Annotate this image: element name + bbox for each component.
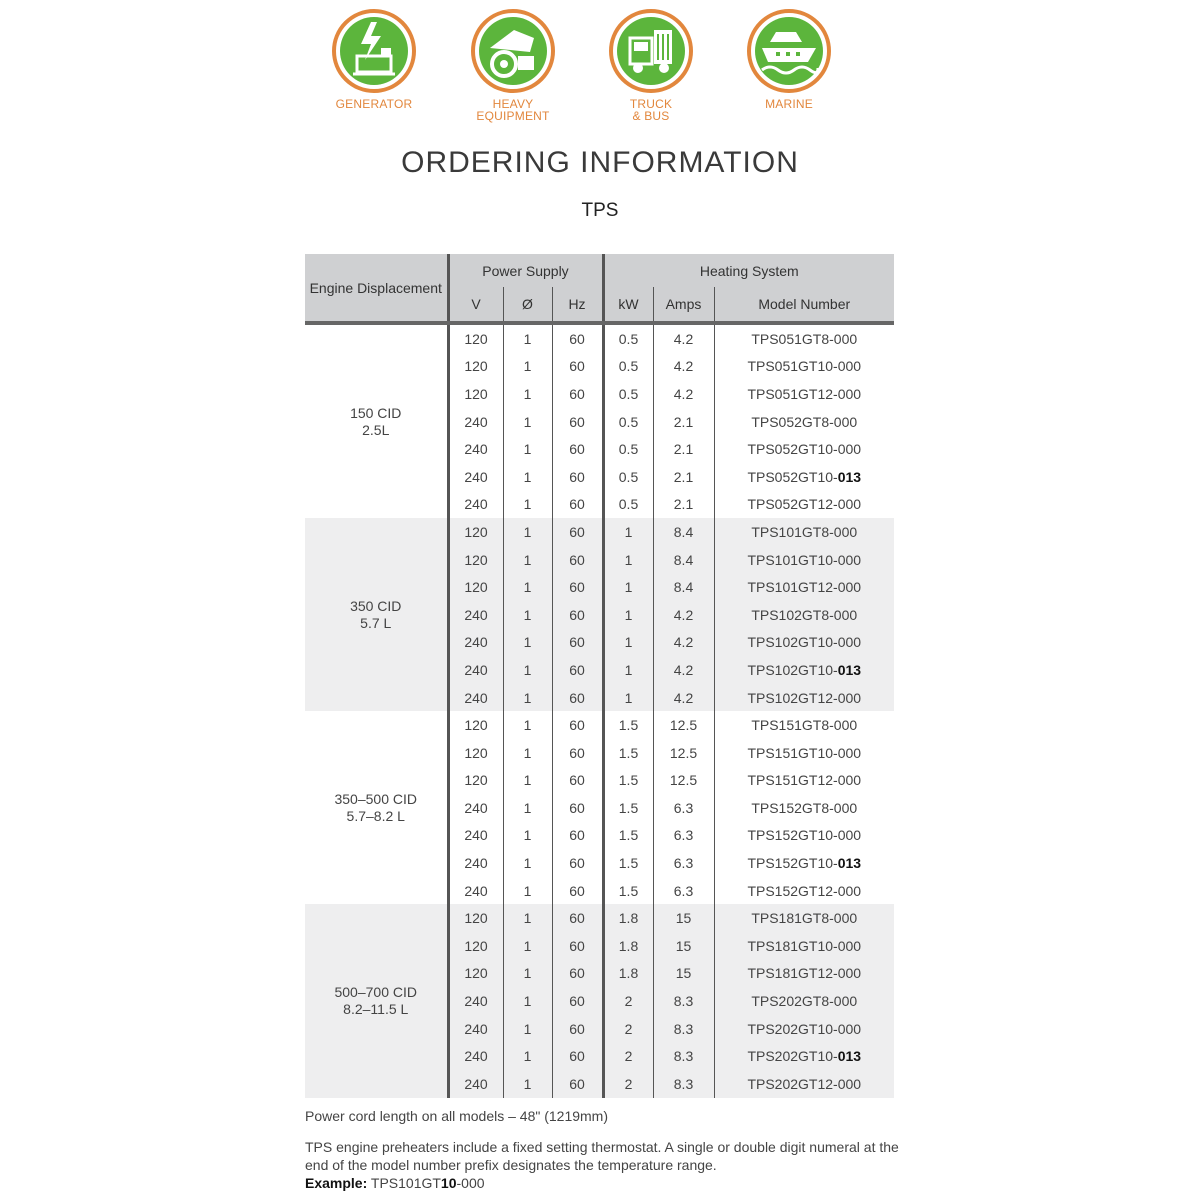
model-number-cell: TPS051GT8-000 <box>714 323 894 353</box>
model-number-cell: TPS102GT10-000 <box>714 629 894 657</box>
model-number-cell: TPS202GT12-000 <box>714 1070 894 1098</box>
phase-cell: 1 <box>503 353 552 381</box>
hertz-cell: 60 <box>552 794 603 822</box>
voltage-cell: 240 <box>448 794 503 822</box>
page-title: ORDERING INFORMATION <box>401 146 799 179</box>
voltage-cell: 240 <box>448 987 503 1015</box>
hertz-cell: 60 <box>552 987 603 1015</box>
amps-cell: 15 <box>653 904 714 932</box>
kilowatt-cell: 0.5 <box>603 435 653 463</box>
hertz-cell: 60 <box>552 739 603 767</box>
kilowatt-cell: 0.5 <box>603 380 653 408</box>
model-number-cell: TPS202GT10-013 <box>714 1042 894 1070</box>
voltage-cell: 240 <box>448 877 503 905</box>
voltage-cell: 240 <box>448 463 503 491</box>
table-row <box>305 711 894 739</box>
phase-cell: 1 <box>503 684 552 712</box>
voltage-cell: 240 <box>448 601 503 629</box>
hertz-cell: 60 <box>552 601 603 629</box>
phase-cell: 1 <box>503 739 552 767</box>
example-model: TPS101GT10-000 <box>370 1175 485 1191</box>
amps-cell: 4.2 <box>653 323 714 353</box>
voltage-cell: 240 <box>448 408 503 436</box>
kilowatt-cell: 1.8 <box>603 960 653 988</box>
voltage-cell: 240 <box>448 1070 503 1098</box>
phase-cell: 1 <box>503 573 552 601</box>
phase-cell: 1 <box>503 435 552 463</box>
model-number-cell: TPS052GT8-000 <box>714 408 894 436</box>
truck-bus-icon <box>608 8 694 94</box>
voltage-cell: 120 <box>448 323 503 353</box>
hertz-cell: 60 <box>552 408 603 436</box>
voltage-cell: 240 <box>448 656 503 684</box>
amps-cell: 4.2 <box>653 601 714 629</box>
truck-bus-badge <box>576 8 726 122</box>
amps-cell: 4.2 <box>653 380 714 408</box>
hertz-cell: 60 <box>552 877 603 905</box>
phase-cell: 1 <box>503 408 552 436</box>
kilowatt-cell: 1 <box>603 684 653 712</box>
voltage-cell: 120 <box>448 904 503 932</box>
heavy-equipment-icon <box>470 8 556 94</box>
amps-cell: 2.1 <box>653 408 714 436</box>
voltage-cell: 240 <box>448 849 503 877</box>
model-number-cell: TPS052GT10-000 <box>714 435 894 463</box>
kilowatt-cell: 2 <box>603 1070 653 1098</box>
voltage-cell: 120 <box>448 573 503 601</box>
model-number-cell: TPS151GT10-000 <box>714 739 894 767</box>
model-number-cell: TPS052GT12-000 <box>714 491 894 519</box>
generator-badge <box>299 8 449 110</box>
thermostat-note-text: TPS engine preheaters include a fixed setting thermostat. A single or double digit numeral at the end of the model number prefix designates the temperature range. <box>305 1139 899 1173</box>
model-number-cell: TPS102GT8-000 <box>714 601 894 629</box>
kilowatt-cell: 0.5 <box>603 491 653 519</box>
engine-displacement-header: Engine Displacement <box>305 254 448 323</box>
generator-icon <box>331 8 417 94</box>
model-number-cell: TPS152GT8-000 <box>714 794 894 822</box>
marine-badge <box>714 8 864 110</box>
kilowatt-cell: 1.5 <box>603 711 653 739</box>
kilowatt-cell: 1.5 <box>603 877 653 905</box>
model-number-cell: TPS181GT12-000 <box>714 960 894 988</box>
model-number-header: Model Number <box>714 287 894 323</box>
amps-cell: 6.3 <box>653 849 714 877</box>
kilowatt-cell: 2 <box>603 987 653 1015</box>
kilowatt-cell: 1.5 <box>603 822 653 850</box>
hertz-cell: 60 <box>552 518 603 546</box>
phase-cell: 1 <box>503 767 552 795</box>
phase-cell: 1 <box>503 711 552 739</box>
table-row <box>305 518 894 546</box>
kilowatt-cell: 1.8 <box>603 932 653 960</box>
hertz-cell: 60 <box>552 932 603 960</box>
model-number-cell: TPS181GT8-000 <box>714 904 894 932</box>
table-row <box>305 323 894 353</box>
phase-cell: 1 <box>503 380 552 408</box>
voltage-cell: 240 <box>448 435 503 463</box>
heavy-equipment-badge <box>438 8 588 122</box>
kilowatt-cell: 1 <box>603 518 653 546</box>
kilowatt-cell: 0.5 <box>603 463 653 491</box>
model-number-cell: TPS152GT12-000 <box>714 877 894 905</box>
voltage-cell: 120 <box>448 739 503 767</box>
model-number-cell: TPS102GT10-013 <box>714 656 894 684</box>
truck-bus-label: TRUCK & BUS <box>629 97 673 123</box>
kilowatt-cell: 1.5 <box>603 739 653 767</box>
hertz-cell: 60 <box>552 656 603 684</box>
hertz-header: Hz <box>552 287 603 323</box>
model-number-cell: TPS202GT8-000 <box>714 987 894 1015</box>
voltage-cell: 240 <box>448 491 503 519</box>
amps-cell: 8.3 <box>653 1042 714 1070</box>
amps-cell: 6.3 <box>653 822 714 850</box>
phase-cell: 1 <box>503 518 552 546</box>
hertz-cell: 60 <box>552 435 603 463</box>
phase-cell: 1 <box>503 546 552 574</box>
hertz-cell: 60 <box>552 767 603 795</box>
amps-cell: 8.4 <box>653 518 714 546</box>
phase-cell: 1 <box>503 822 552 850</box>
hertz-cell: 60 <box>552 904 603 932</box>
thermostat-note <box>305 1138 905 1192</box>
kilowatt-cell: 2 <box>603 1042 653 1070</box>
displacement-group <box>305 711 894 904</box>
example-label: Example: <box>305 1175 368 1191</box>
hertz-cell: 60 <box>552 1042 603 1070</box>
amps-cell: 8.3 <box>653 987 714 1015</box>
model-number-cell: TPS101GT10-000 <box>714 546 894 574</box>
amps-cell: 4.2 <box>653 629 714 657</box>
kilowatt-cell: 0.5 <box>603 323 653 353</box>
hertz-cell: 60 <box>552 380 603 408</box>
phase-cell: 1 <box>503 849 552 877</box>
displacement-group <box>305 904 894 1097</box>
amps-cell: 2.1 <box>653 491 714 519</box>
phase-cell: 1 <box>503 960 552 988</box>
hertz-cell: 60 <box>552 684 603 712</box>
model-number-cell: TPS051GT12-000 <box>714 380 894 408</box>
displacement-cell: 500–700 CID 8.2–11.5 L <box>305 904 448 1097</box>
model-number-cell: TPS152GT10-013 <box>714 849 894 877</box>
kilowatt-cell: 1 <box>603 656 653 684</box>
phase-cell: 1 <box>503 1042 552 1070</box>
phase-cell: 1 <box>503 987 552 1015</box>
displacement-group <box>305 518 894 711</box>
kilowatt-cell: 1.5 <box>603 794 653 822</box>
marine-icon <box>746 8 832 94</box>
amps-cell: 6.3 <box>653 794 714 822</box>
voltage-cell: 120 <box>448 960 503 988</box>
voltage-cell: 120 <box>448 711 503 739</box>
hertz-cell: 60 <box>552 711 603 739</box>
amps-cell: 12.5 <box>653 711 714 739</box>
displacement-cell: 150 CID 2.5L <box>350 404 402 438</box>
amps-cell: 4.2 <box>653 353 714 381</box>
model-number-cell: TPS151GT12-000 <box>714 767 894 795</box>
phase-cell: 1 <box>503 323 552 353</box>
marine-label: MARINE <box>765 97 813 111</box>
phase-header: Ø <box>503 287 552 323</box>
voltage-cell: 240 <box>448 1015 503 1043</box>
model-number-cell: TPS052GT10-013 <box>714 463 894 491</box>
page-subtitle: TPS <box>581 200 619 221</box>
amps-cell: 4.2 <box>653 656 714 684</box>
kilowatt-cell: 0.5 <box>603 353 653 381</box>
hertz-cell: 60 <box>552 849 603 877</box>
hertz-cell: 60 <box>552 353 603 381</box>
heating-system-header: Heating System <box>603 254 894 287</box>
phase-cell: 1 <box>503 656 552 684</box>
kilowatt-cell: 0.5 <box>603 408 653 436</box>
phase-cell: 1 <box>503 463 552 491</box>
amps-cell: 2.1 <box>653 463 714 491</box>
hertz-cell: 60 <box>552 573 603 601</box>
voltage-cell: 120 <box>448 932 503 960</box>
generator-label: GENERATOR <box>335 97 413 111</box>
voltage-cell: 120 <box>448 353 503 381</box>
phase-cell: 1 <box>503 904 552 932</box>
hertz-cell: 60 <box>552 960 603 988</box>
hertz-cell: 60 <box>552 546 603 574</box>
phase-cell: 1 <box>503 1015 552 1043</box>
kilowatt-cell: 1 <box>603 573 653 601</box>
voltage-cell: 240 <box>448 629 503 657</box>
model-number-cell: TPS152GT10-000 <box>714 822 894 850</box>
table-header <box>305 254 894 323</box>
ordering-table <box>305 254 894 1098</box>
power-cord-note: Power cord length on all models – 48" (1219mm) <box>305 1108 609 1124</box>
amps-cell: 8.4 <box>653 546 714 574</box>
kilowatt-cell: 1 <box>603 546 653 574</box>
phase-cell: 1 <box>503 794 552 822</box>
voltage-cell: 240 <box>448 822 503 850</box>
amps-header: Amps <box>653 287 714 323</box>
power-supply-header: Power Supply <box>448 254 603 287</box>
phase-cell: 1 <box>503 932 552 960</box>
amps-cell: 12.5 <box>653 767 714 795</box>
phase-cell: 1 <box>503 601 552 629</box>
displacement-group <box>305 323 894 518</box>
amps-cell: 15 <box>653 932 714 960</box>
amps-cell: 12.5 <box>653 739 714 767</box>
kilowatt-cell: 1.5 <box>603 767 653 795</box>
application-icons <box>0 8 1200 128</box>
displacement-cell: 350–500 CID 5.7–8.2 L <box>334 790 417 824</box>
displacement-cell: 350 CID 5.7 L <box>305 518 448 711</box>
model-number-cell: TPS102GT12-000 <box>714 684 894 712</box>
table-row <box>305 904 894 932</box>
model-number-cell: TPS151GT8-000 <box>714 711 894 739</box>
voltage-header: V <box>448 287 503 323</box>
model-number-cell: TPS181GT10-000 <box>714 932 894 960</box>
hertz-cell: 60 <box>552 1015 603 1043</box>
kilowatt-cell: 1 <box>603 601 653 629</box>
amps-cell: 8.3 <box>653 1070 714 1098</box>
voltage-cell: 120 <box>448 518 503 546</box>
amps-cell: 15 <box>653 960 714 988</box>
hertz-cell: 60 <box>552 1070 603 1098</box>
voltage-cell: 120 <box>448 767 503 795</box>
hertz-cell: 60 <box>552 323 603 353</box>
phase-cell: 1 <box>503 629 552 657</box>
amps-cell: 6.3 <box>653 877 714 905</box>
hertz-cell: 60 <box>552 822 603 850</box>
amps-cell: 4.2 <box>653 684 714 712</box>
amps-cell: 2.1 <box>653 435 714 463</box>
kilowatt-cell: 1.8 <box>603 904 653 932</box>
voltage-cell: 240 <box>448 684 503 712</box>
hertz-cell: 60 <box>552 491 603 519</box>
voltage-cell: 120 <box>448 380 503 408</box>
phase-cell: 1 <box>503 1070 552 1098</box>
kilowatt-header: kW <box>603 287 653 323</box>
phase-cell: 1 <box>503 877 552 905</box>
amps-cell: 8.4 <box>653 573 714 601</box>
hertz-cell: 60 <box>552 629 603 657</box>
model-number-cell: TPS101GT12-000 <box>714 573 894 601</box>
model-number-cell: TPS202GT10-000 <box>714 1015 894 1043</box>
amps-cell: 8.3 <box>653 1015 714 1043</box>
kilowatt-cell: 2 <box>603 1015 653 1043</box>
hertz-cell: 60 <box>552 463 603 491</box>
model-number-cell: TPS101GT8-000 <box>714 518 894 546</box>
phase-cell: 1 <box>503 491 552 519</box>
voltage-cell: 120 <box>448 546 503 574</box>
kilowatt-cell: 1.5 <box>603 849 653 877</box>
heavy-equipment-label: HEAVY EQUIPMENT <box>476 97 550 123</box>
kilowatt-cell: 1 <box>603 629 653 657</box>
model-number-cell: TPS051GT10-000 <box>714 353 894 381</box>
voltage-cell: 240 <box>448 1042 503 1070</box>
